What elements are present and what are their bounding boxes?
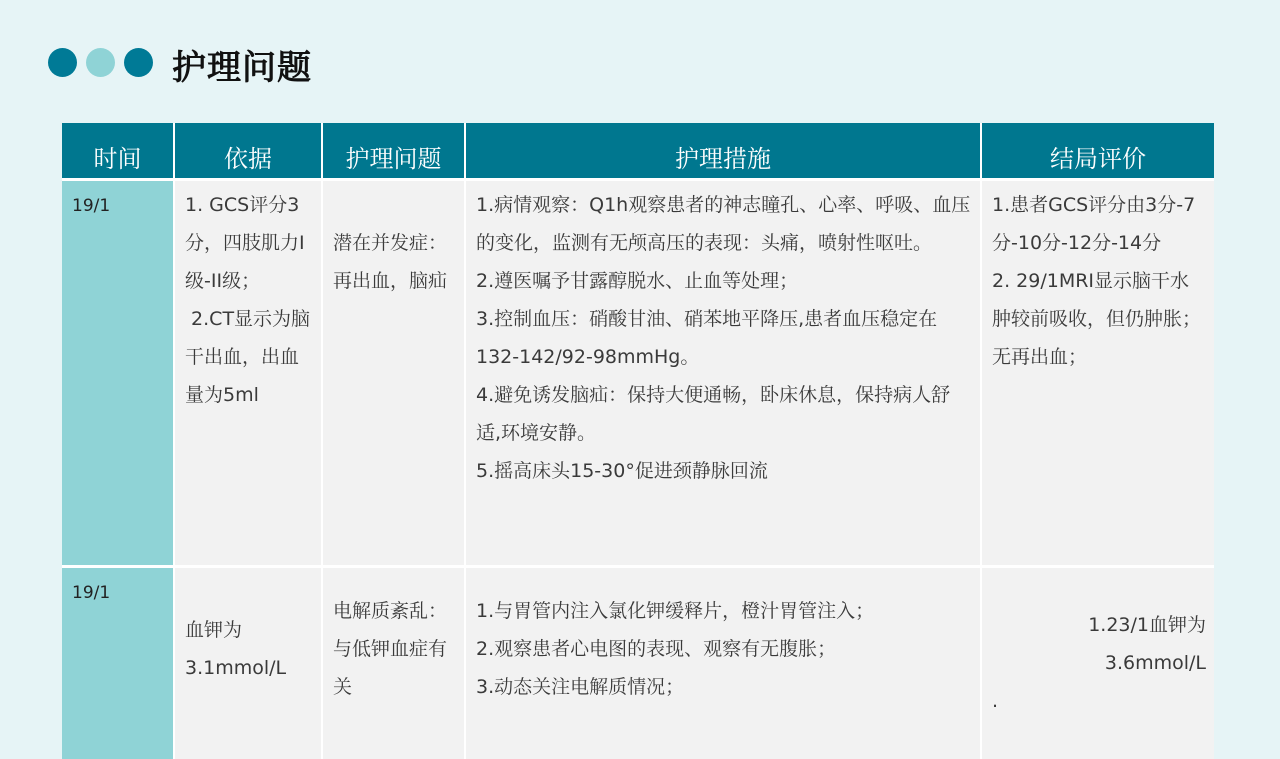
time-cell: 19/1 [62,180,174,567]
measure-line: 1.与胃管内注入氯化钾缓释片，橙汁胃管注入； [476,592,972,630]
table-row [62,180,1214,567]
problem-cell [322,567,465,759]
table-header-row [62,123,1214,180]
measure-line: 4.避免诱发脑疝：保持大便通畅，卧床休息，保持病人舒适,环境安静。 [476,376,972,452]
measure-line: 1.病情观察：Q1h观察患者的神志瞳孔、心率、呼吸、血压的变化，监测有无颅高压的表现：头痛，喷射性呕吐。 [476,186,972,262]
header-evaluation: 结局评价 [981,123,1214,180]
problem-text: 电解质紊乱：与低钾血症有关 [333,592,456,706]
basis-line: 2.CT显示为脑干出血，出血量为5ml [185,300,313,414]
dot-light-middle [86,48,115,77]
measure-line: 2.观察患者心电图的表现、观察有无腹胀； [476,630,972,668]
basis-cell [174,567,322,759]
basis-cell [174,180,322,567]
evaluation-cell [981,180,1214,567]
measures-cell [465,567,981,759]
evaluation-line: 1.23/1血钾为3.6mmol/L [992,606,1206,682]
header-basis: 依据 [174,123,322,180]
nursing-table [62,123,1214,759]
measure-line: 3.控制血压：硝酸甘油、硝苯地平降压,患者血压稳定在132-142/92-98mmHg。 [476,300,972,376]
table-row [62,567,1214,759]
measure-line: 3.动态关注电解质情况； [476,668,972,706]
header-problem: 护理问题 [322,123,465,180]
dot-dark-left [48,48,77,77]
basis-line: 血钾为3.1mmol/L [185,611,313,687]
problem-text: 潜在并发症：再出血，脑疝 [333,224,456,300]
measure-line: 5.摇高床头15-30°促进颈静脉回流 [476,452,972,490]
basis-line: 1. GCS评分3分，四肢肌力I级-II级； [185,186,313,300]
evaluation-line: 1.患者GCS评分由3分-7分-10分-12分-14分 [992,186,1206,262]
evaluation-line: . [992,682,1206,720]
evaluation-cell [981,567,1214,759]
evaluation-line: 2. 29/1MRI显示脑干水肿较前吸收，但仍肿胀；无再出血； [992,262,1206,376]
measures-cell [465,180,981,567]
time-cell: 19/1 [62,567,174,759]
page-title: 护理问题 [172,40,312,89]
problem-cell [322,180,465,567]
dot-dark-right [124,48,153,77]
header-time: 时间 [62,123,174,180]
measure-line: 2.遵医嘱予甘露醇脱水、止血等处理； [476,262,972,300]
header-measures: 护理措施 [465,123,981,180]
